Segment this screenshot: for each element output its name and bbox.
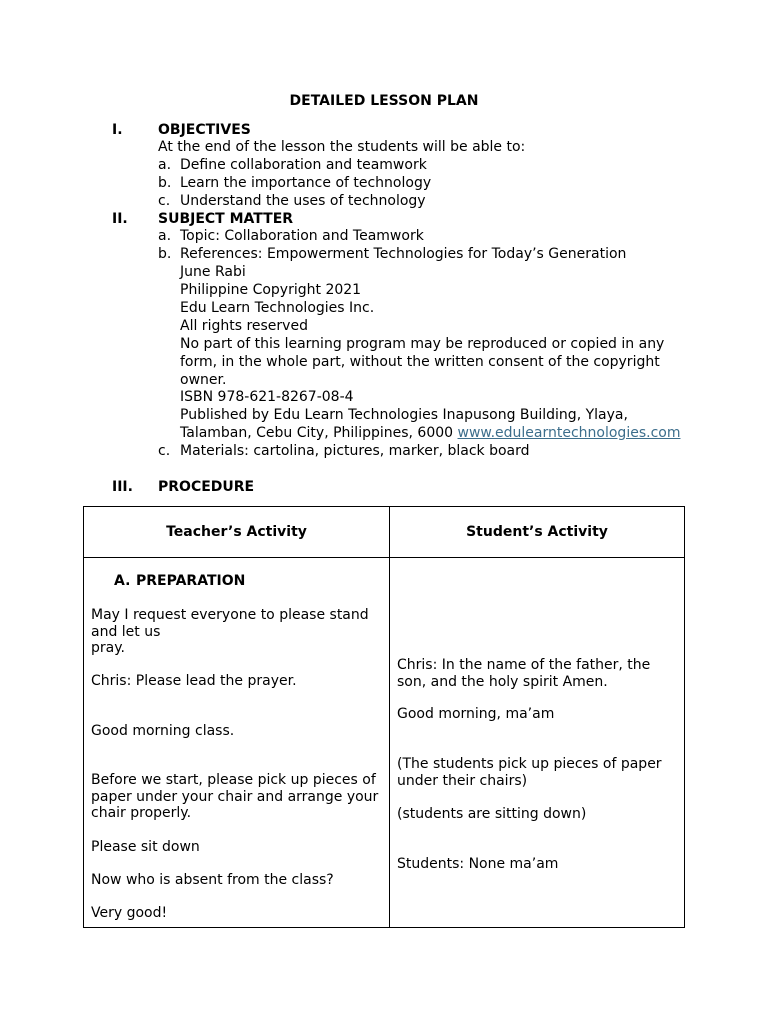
teacher-line: Please sit down <box>91 839 200 855</box>
table-row <box>84 558 685 928</box>
list-marker: a. <box>158 157 172 173</box>
student-line: Students: None ma’am <box>397 856 559 872</box>
section-numeral-objectives: I. <box>112 122 123 138</box>
list-marker: b. <box>158 246 172 262</box>
reference-line: Edu Learn Technologies Inc. <box>180 300 375 316</box>
section-numeral-subject-matter: II. <box>112 211 128 227</box>
table-header-row <box>84 507 685 558</box>
reference-line-with-link <box>180 424 680 442</box>
objective-item: Understand the uses of technology <box>180 193 426 209</box>
reference-line: Talamban, Cebu City, Philippines, 6000 <box>180 425 458 441</box>
list-marker: a. <box>158 228 172 244</box>
objective-item: Define collaboration and teamwork <box>180 157 427 173</box>
student-line: Chris: In the name of the father, the son, and the holy spirit Amen. <box>397 657 651 690</box>
teacher-line: Now who is absent from the class? <box>91 872 334 888</box>
student-line: (The students pick up pieces of paper under their chairs) <box>397 756 662 789</box>
student-line: (students are sitting down) <box>397 806 587 822</box>
reference-line: June Rabi <box>180 264 246 280</box>
website-link[interactable]: www.edulearntechnologies.com <box>457 425 681 441</box>
section-numeral-procedure: III. <box>112 479 133 495</box>
reference-line: All rights reserved <box>180 318 308 334</box>
section-heading-procedure: PROCEDURE <box>158 479 255 495</box>
reference-line: Philippine Copyright 2021 <box>180 282 362 298</box>
activity-table <box>83 506 685 928</box>
header-teacher-activity: Teacher’s Activity <box>84 507 390 558</box>
reference-line: References: Empowerment Technologies for Today’s Generation <box>180 246 627 262</box>
objectives-intro: At the end of the lesson the students will be able to: <box>158 139 526 155</box>
page-title: DETAILED LESSON PLAN <box>289 93 479 109</box>
reference-line: form, in the whole part, without the written consent of the copyright <box>180 354 660 370</box>
reference-line: No part of this learning program may be reproduced or copied in any <box>180 336 665 352</box>
reference-line: Published by Edu Learn Technologies Inapusong Building, Ylaya, <box>180 407 628 423</box>
objective-item: Learn the importance of technology <box>180 175 432 191</box>
section-heading-objectives: OBJECTIVES <box>158 122 251 138</box>
teacher-cell <box>84 558 390 928</box>
teacher-line: Before we start, please pick up pieces of paper under your chair and arrange your chair properly. <box>91 772 379 821</box>
student-line: Good morning, ma’am <box>397 706 555 722</box>
teacher-line: Chris: Please lead the prayer. <box>91 673 297 689</box>
preparation-heading: PREPARATION <box>136 573 246 589</box>
teacher-line: Good morning class. <box>91 723 235 739</box>
teacher-line: May I request everyone to please stand and let us pray. <box>91 607 369 656</box>
header-student-activity: Student’s Activity <box>390 507 685 558</box>
preparation-marker: A. <box>114 573 131 589</box>
reference-line: owner. <box>180 372 227 388</box>
section-heading-subject-matter: SUBJECT MATTER <box>158 211 294 227</box>
reference-line: ISBN 978-621-8267-08-4 <box>180 389 354 405</box>
teacher-line: Very good! <box>91 905 168 921</box>
list-marker: c. <box>158 193 171 209</box>
materials-text: Materials: cartolina, pictures, marker, black board <box>180 443 530 459</box>
list-marker: c. <box>158 443 171 459</box>
topic-text: Topic: Collaboration and Teamwork <box>180 228 424 244</box>
list-marker: b. <box>158 175 172 191</box>
student-cell <box>390 558 685 928</box>
